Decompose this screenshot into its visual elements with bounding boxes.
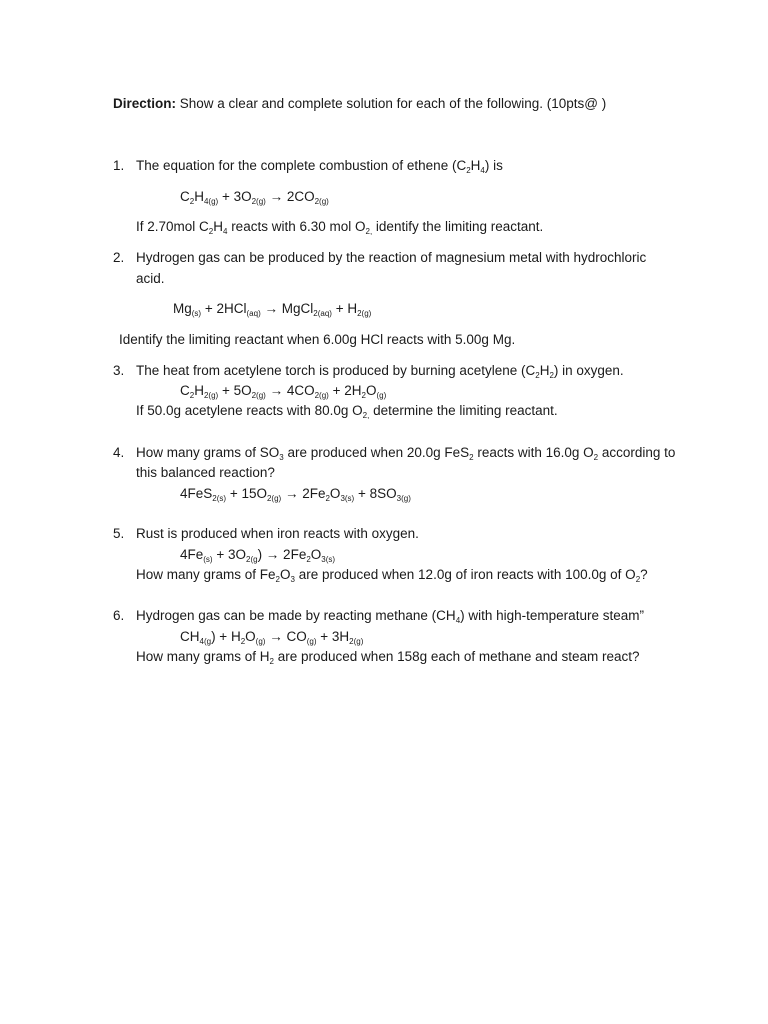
subscript: 2: [535, 371, 540, 380]
text-run: H: [539, 363, 550, 378]
text-run: H: [194, 383, 204, 398]
text-run: 4FeS: [180, 486, 213, 501]
item-1-task: [136, 218, 543, 236]
subscript: 2: [208, 227, 214, 236]
subscript: 2(aq): [313, 309, 332, 318]
text-run: The heat from acetylene torch is produced by burning acetylene (C: [136, 363, 536, 378]
item-6-question: [136, 607, 644, 625]
subscript: 2(s): [212, 494, 227, 503]
text-run: CH: [180, 629, 200, 644]
subscript: 3: [279, 453, 284, 462]
subscript: 3(s): [340, 494, 355, 503]
text-run: → CO: [265, 629, 307, 644]
subscript: (s): [191, 309, 202, 318]
text-run: If 50.0g acetylene reacts with 80.0g O: [136, 403, 363, 418]
subscript: 2: [275, 575, 280, 584]
subscript: 2(g: [246, 555, 258, 564]
item-3-number: 3.: [113, 363, 125, 378]
subscript: 4: [455, 616, 461, 625]
text-run: How many grams of H: [136, 649, 270, 664]
item-1-equation: [180, 188, 329, 206]
text-run: O: [310, 547, 322, 562]
text-run: + 2HCl: [201, 301, 247, 316]
item-5-number: 5.: [113, 526, 125, 541]
item-6-task: [136, 648, 640, 666]
subscript: 2,: [365, 227, 373, 236]
text-run: How many grams of SO: [136, 445, 280, 460]
item-2-number: 2.: [113, 250, 125, 265]
text-run: are produced when 20.0g FeS: [283, 445, 470, 460]
subscript: 4: [480, 166, 485, 175]
text-run: + 15O: [226, 486, 267, 501]
subscript: 4: [222, 227, 228, 236]
text-run: O: [280, 567, 291, 582]
subscript: 2: [593, 453, 599, 462]
text-run: → 2Fe: [281, 486, 326, 501]
item-5-task: [136, 566, 648, 584]
text-run: identify the limiting reactant.: [372, 219, 544, 234]
subscript: 2: [306, 555, 311, 564]
item-5-question: [136, 525, 419, 543]
text-run: are produced when 12.0g of iron reacts with 100.0g of O: [294, 567, 636, 582]
item-6-number: 6.: [113, 608, 125, 623]
text-run: this balanced reaction?: [136, 465, 275, 480]
text-run: according to: [598, 445, 676, 460]
subscript: 3: [290, 575, 295, 584]
subscript: 2: [240, 637, 246, 646]
item-2-question: [136, 249, 646, 267]
text-run: ) → 2Fe: [257, 547, 307, 562]
text-run: H: [194, 189, 204, 204]
item-3-equation: [180, 382, 386, 400]
text-run: + 2H: [328, 383, 362, 398]
text-run: + H: [331, 301, 358, 316]
direction-line: [113, 95, 606, 113]
item-1-question: [136, 157, 503, 175]
subscript: 2(g): [314, 197, 329, 206]
text-run: H: [470, 158, 481, 173]
subscript: 2: [469, 453, 474, 462]
subscript: 2: [189, 197, 195, 206]
subscript: 3(g): [396, 494, 411, 503]
text-run: Mg: [173, 301, 192, 316]
subscript: 2(g): [266, 494, 282, 503]
text-run: C: [180, 383, 190, 398]
direction-text: Show a clear and complete solution for each of the following. (10pts@ ): [179, 96, 607, 111]
text-run: + 8SO: [354, 486, 397, 501]
text-run: ) in oxygen.: [553, 363, 624, 378]
subscript: 4(g): [203, 197, 219, 206]
item-2-equation: [173, 300, 371, 318]
item-5-equation: [180, 546, 335, 564]
subscript: 2(g): [251, 391, 266, 400]
text-run: The equation for the complete combustion of ethene (C: [136, 158, 467, 173]
text-run: + 3O: [212, 547, 246, 562]
text-run: determine the limiting reactant.: [369, 403, 558, 418]
text-run: + 3O: [218, 189, 252, 204]
text-run: How many grams of Fe: [136, 567, 276, 582]
text-run: → MgCl: [260, 301, 314, 316]
text-run: → 4CO: [265, 383, 315, 398]
subscript: (g): [255, 637, 266, 646]
item-2-question-cont: [136, 270, 165, 288]
text-run: Rust is produced when iron reacts with oxygen.: [136, 526, 419, 541]
text-run: ?: [640, 567, 648, 582]
subscript: 2: [549, 371, 554, 380]
direction-label: Direction:: [113, 96, 177, 111]
text-run: reacts with 6.30 mol O: [227, 219, 366, 234]
subscript: (s): [203, 555, 213, 564]
text-run: ) is: [484, 158, 503, 173]
text-run: Hydrogen gas can be made by reacting methane (CH: [136, 608, 456, 623]
subscript: 2: [635, 575, 641, 584]
subscript: 2,: [362, 411, 370, 420]
text-run: + 5O: [218, 383, 252, 398]
text-run: Hydrogen gas can be produced by the reaction of magnesium metal with hydrochloric: [136, 250, 647, 265]
subscript: 2(g): [314, 391, 329, 400]
text-run: 4Fe: [180, 547, 204, 562]
subscript: 2(g): [357, 309, 372, 318]
text-run: C: [180, 189, 190, 204]
text-run: → 2CO: [265, 189, 315, 204]
item-3-question: [136, 362, 624, 380]
text-run: H: [213, 219, 223, 234]
item-4-question: [136, 444, 675, 462]
text-run: acid.: [136, 271, 165, 286]
subscript: (g): [376, 391, 387, 400]
text-run: If 2.70mol C: [136, 219, 209, 234]
item-1-number: 1.: [113, 158, 125, 173]
subscript: (g): [306, 637, 317, 646]
subscript: 2: [325, 494, 330, 503]
subscript: 2(g): [251, 197, 266, 206]
subscript: 3(s): [321, 555, 336, 564]
subscript: (aq): [246, 309, 261, 318]
text-run: + 3H: [316, 629, 350, 644]
subscript: 2(g): [203, 391, 219, 400]
subscript: 2(g): [349, 637, 364, 646]
text-run: Identify the limiting reactant when 6.00g HCl reacts with 5.00g Mg.: [119, 332, 516, 347]
subscript: 2: [361, 391, 366, 400]
item-4-question-cont: [136, 464, 275, 482]
item-3-task: [136, 402, 558, 420]
text-run: O: [365, 383, 377, 398]
text-run: O: [329, 486, 341, 501]
text-run: ) + H: [211, 629, 241, 644]
text-run: ) with high-temperature steam”: [460, 608, 644, 623]
subscript: 2: [466, 166, 471, 175]
item-4-number: 4.: [113, 445, 125, 460]
text-run: reacts with 16.0g O: [473, 445, 594, 460]
subscript: 2: [269, 657, 274, 666]
text-run: O: [245, 629, 256, 644]
item-4-equation: [180, 485, 411, 503]
text-run: are produced when 158g each of methane and steam react?: [274, 649, 640, 664]
subscript: 2: [189, 391, 195, 400]
subscript: 4(g: [199, 637, 212, 646]
item-2-task: [119, 331, 515, 349]
item-6-equation: [180, 628, 363, 646]
